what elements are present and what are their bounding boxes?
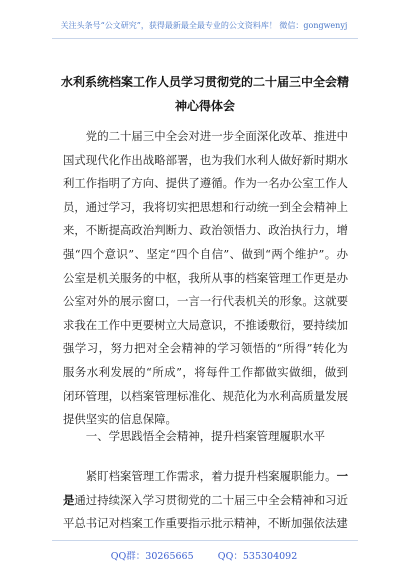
header-banner: 关注头条号“公文研究”，获得最新最全最专业的公文资料库！ 微信：gongwenyj [60,21,348,30]
section-heading-1: 一、学思践悟全会精神，提升档案管理履职水平 [85,429,326,443]
document-title: 水利系统档案工作人员学习贯彻党的二十届三中全会精神心得体会 [60,75,349,113]
paragraph-2-lead: 一是 [63,469,348,507]
body-paragraph-2 [63,465,348,536]
header-divider [52,38,358,39]
paragraph-2-body: 通过持续深入学习贯彻党的二十届三中全会精神和习近平总书记对档案工作重要指示批示精神，不断加强依法建 [63,492,348,531]
footer-contact: QQ群：30265665 QQ：535304092 [110,551,298,562]
body-paragraph-1: 党的二十届三中全会对进一步全面深化改革、推进中国式现代化作出战略部署，也为我们水利人做好新时期水利工作指明了方向、提供了遵循。作为一名办公室工作人员，通过学习，我将切实把思想和行动统一到全会精神上来，不断提高政治判断力、政治领悟力、政治执行力，增强“四个意识”、坚定“四个自信”、做到“两个维护”。办公室是机关服务的中枢，我所从事的档案管理工作更是办公室对外的展示窗口，一言一行代表机关的形象。这就要求我在工作中更要树立大局意识，不推诿敷衍，要持续加强学习，努力把对全会精神的学习领悟的“所得”转化为服务水利发展的“所成”，将每件工作都做实做细，做到闭环管理，以档案管理标准化、规范化为水利高质量发展提供坚实的信息保障。 [63,129,348,427]
footer-divider [52,540,358,541]
paragraph-2-intro: 紧盯档案管理工作需求，着力提升档案履职能力。 [85,469,337,483]
